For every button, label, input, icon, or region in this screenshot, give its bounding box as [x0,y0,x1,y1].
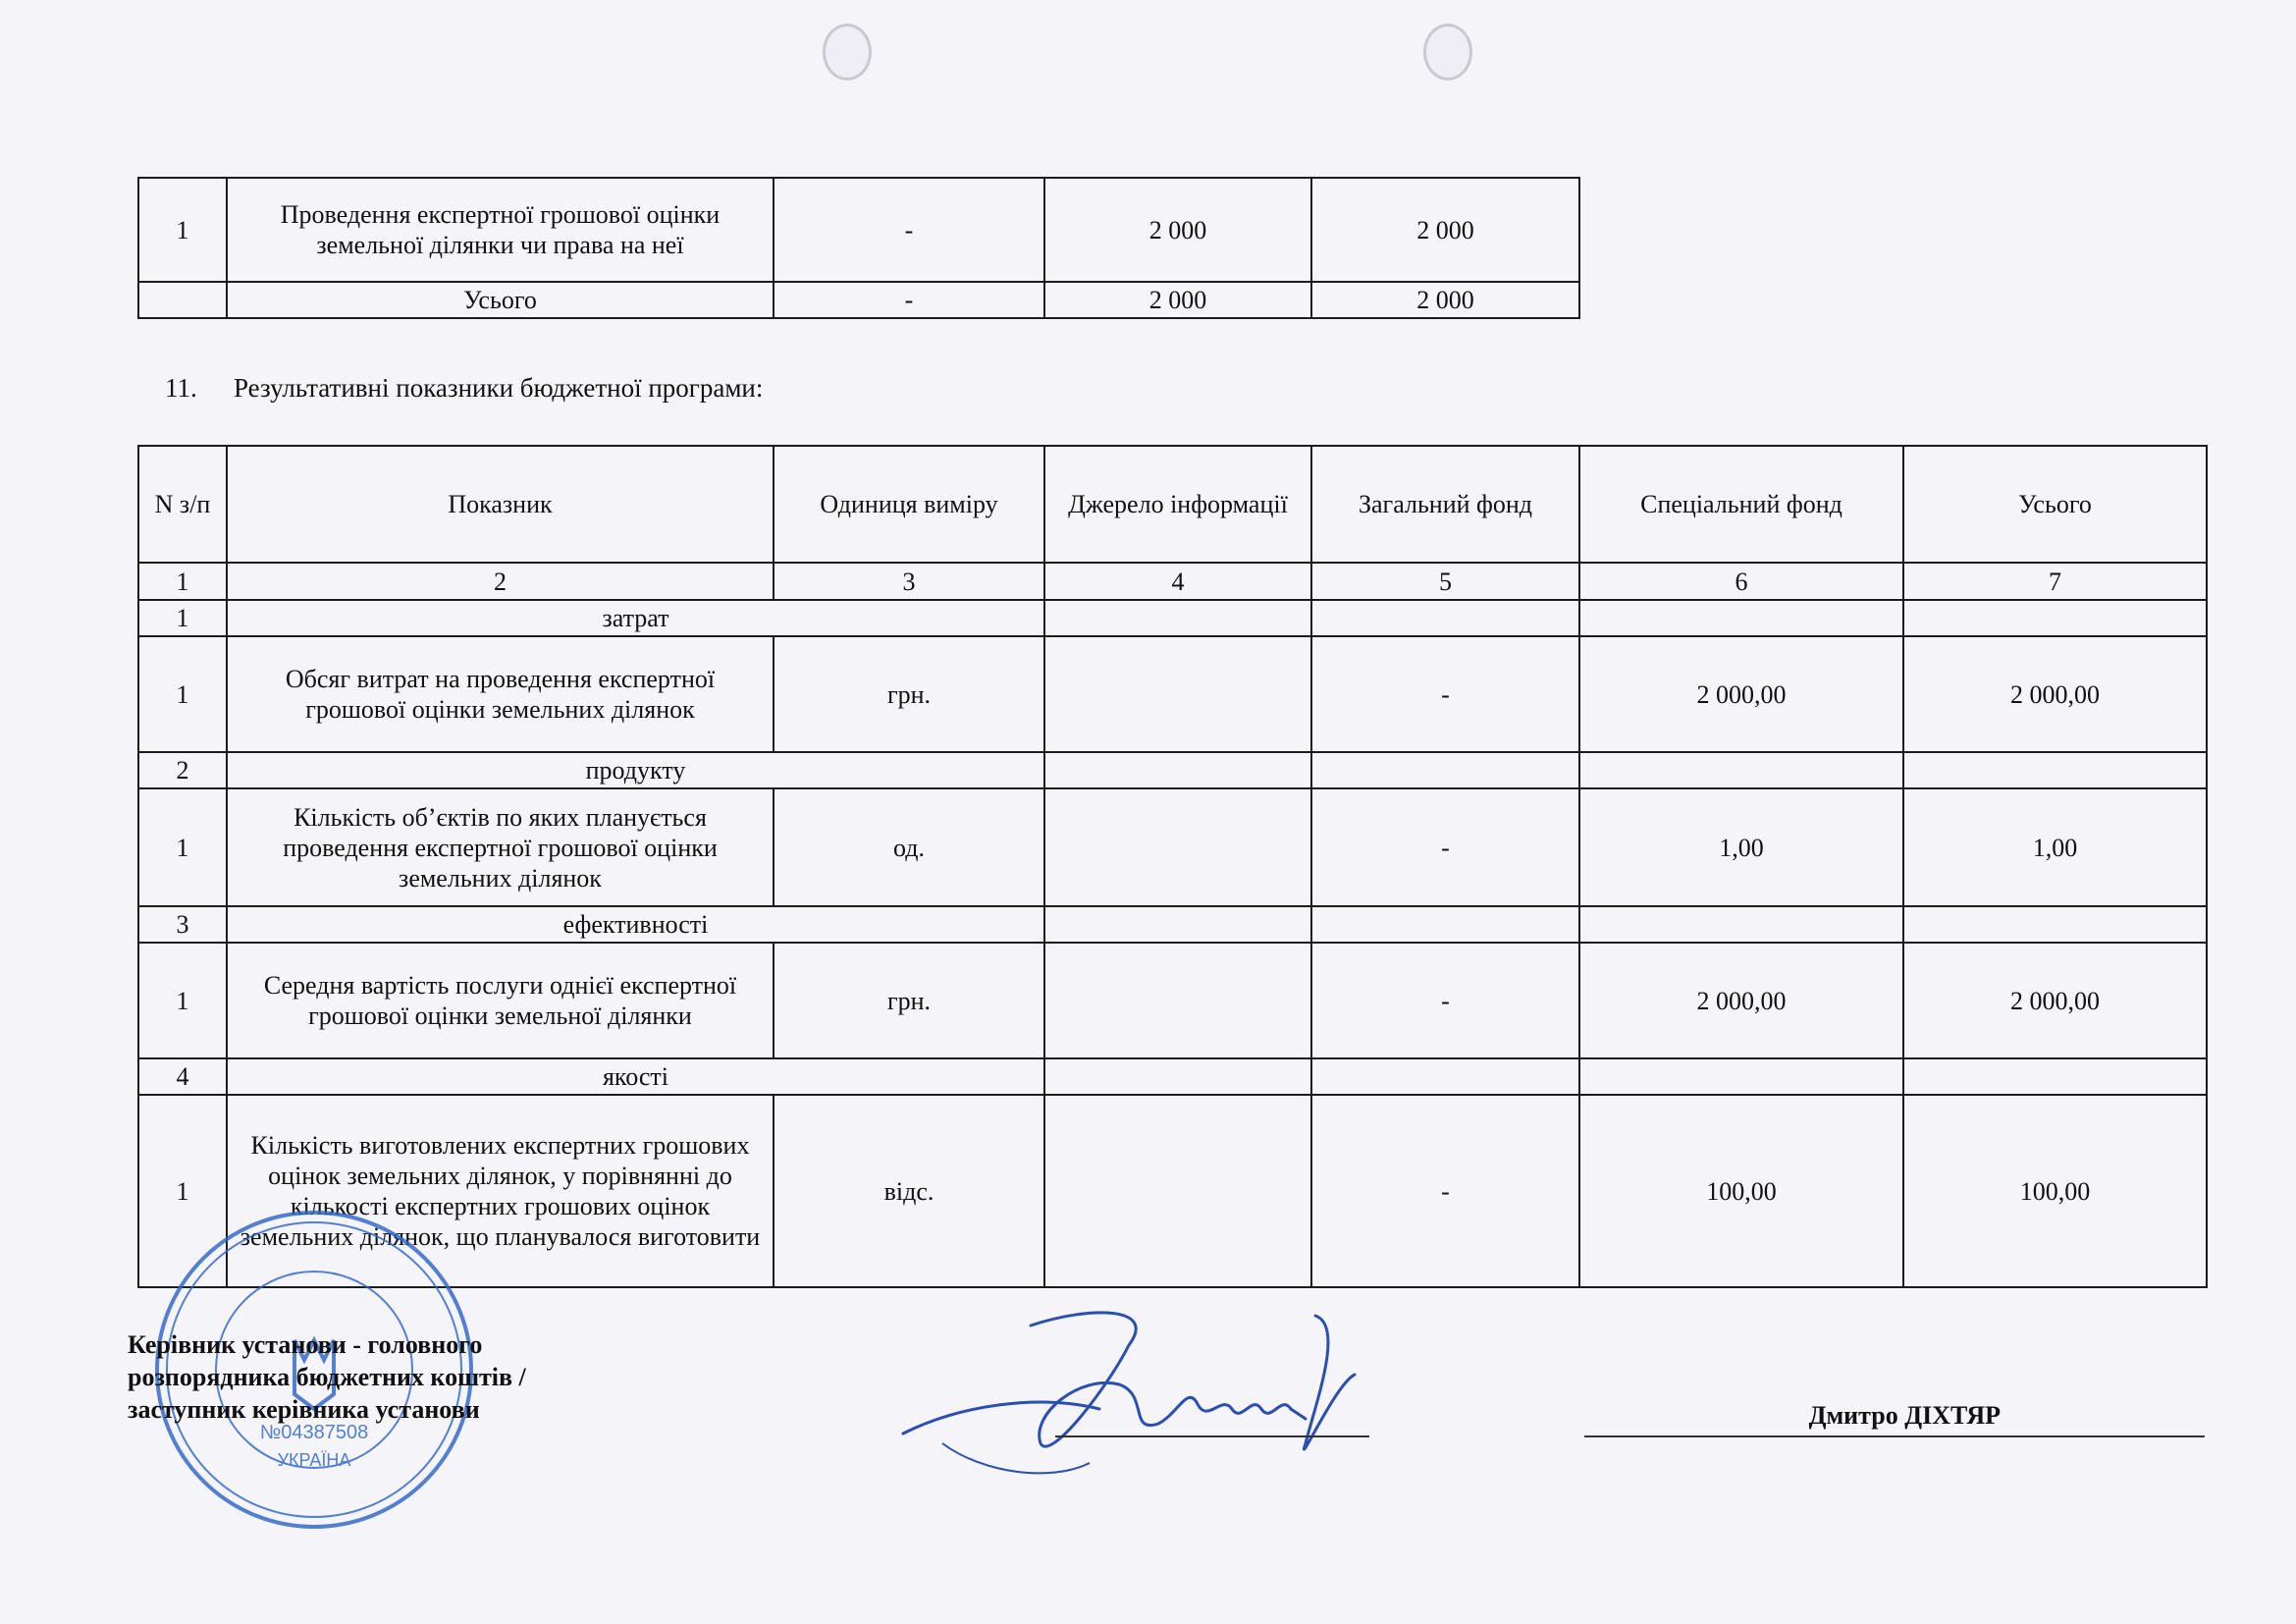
group-title: ефективності [227,906,1044,943]
header-cell: Джерело інформації [1044,446,1311,563]
indicator-unit: од. [774,788,1044,906]
table-row [138,178,1579,282]
performance-indicators-table [137,445,2208,1288]
empty-cell [1903,906,2207,943]
empty-cell [1311,1058,1579,1095]
signature-line [1055,1435,1369,1437]
indicator-name: Середня вартість послуги однієї експертної грошової оцінки земельної ділянки [227,943,774,1058]
group-row [138,1058,2207,1095]
section-heading [165,373,763,404]
empty-cell [1311,906,1579,943]
column-number-row [138,563,2207,600]
total-value: 2 000 [1311,178,1579,282]
header-row [138,446,2207,563]
empty-cell [1579,1058,1903,1095]
general-fund-value: - [1311,1095,1579,1287]
indicator-row [138,943,2207,1058]
empty-cell [1044,1058,1311,1095]
indicator-number: 1 [138,943,227,1058]
expenditure-table [137,177,1580,319]
total-value: 2 000,00 [1903,943,2207,1058]
group-number: 1 [138,600,227,636]
column-number: 6 [1579,563,1903,600]
punch-hole [823,24,872,81]
indicator-source [1044,636,1311,752]
group-row [138,906,2207,943]
total-value: 2 000,00 [1903,636,2207,752]
total-row [138,282,1579,318]
group-title: якості [227,1058,1044,1095]
indicator-row [138,636,2207,752]
indicator-unit: відс. [774,1095,1044,1287]
empty-cell [1311,600,1579,636]
indicator-source [1044,1095,1311,1287]
indicator-name: Обсяг витрат на проведення експертної грошової оцінки земельних ділянок [227,636,774,752]
stamp-country: УКРАЇНА [277,1450,351,1470]
group-row [138,600,2207,636]
name-line [1584,1435,2205,1437]
column-number: 4 [1044,563,1311,600]
special-fund-value: 2 000,00 [1579,943,1903,1058]
group-number: 3 [138,906,227,943]
group-title: затрат [227,600,1044,636]
general-fund-value: - [1311,636,1579,752]
signer-title: Керівник установи - головного розпорядника бюджетних коштів / заступник керівника установи [128,1330,526,1424]
empty-cell [1044,600,1311,636]
empty-cell [1579,600,1903,636]
indicator-row [138,788,2207,906]
section-title: Результативні показники бюджетної програми: [234,373,764,403]
row-number [138,282,227,318]
group-title: продукту [227,752,1044,788]
column-number: 5 [1311,563,1579,600]
row-name: Проведення експертної грошової оцінки земельної ділянки чи права на неї [227,178,774,282]
header-cell: Показник [227,446,774,563]
indicator-name: Кількість об’єктів по яких планується проведення експертної грошової оцінки земельних ділянок [227,788,774,906]
general-fund-value: - [774,282,1044,318]
indicator-name: Кількість виготовлених експертних грошових оцінок земельних ділянок, у порівнянні до кількості експертних грошових оцінок земельних ділянок, що планувалося виготовити [227,1095,774,1287]
signer-name: Дмитро ДІХТЯР [1808,1401,2001,1430]
total-value: 100,00 [1903,1095,2207,1287]
indicator-source [1044,943,1311,1058]
indicator-source [1044,788,1311,906]
header-cell: N з/п [138,446,227,563]
column-number: 3 [774,563,1044,600]
indicator-number: 1 [138,636,227,752]
indicator-unit: грн. [774,943,1044,1058]
handwritten-signature [883,1286,1394,1492]
header-cell: Спеціальний фонд [1579,446,1903,563]
empty-cell [1579,752,1903,788]
section-number: 11. [165,373,197,403]
stamp-code: №04387508 [259,1422,369,1443]
special-fund-value: 2 000 [1044,282,1311,318]
special-fund-value: 2 000 [1044,178,1311,282]
indicator-unit: грн. [774,636,1044,752]
empty-cell [1044,906,1311,943]
row-number: 1 [138,178,227,282]
special-fund-value: 2 000,00 [1579,636,1903,752]
special-fund-value: 1,00 [1579,788,1903,906]
general-fund-value: - [1311,788,1579,906]
column-number: 2 [227,563,774,600]
header-cell: Усього [1903,446,2207,563]
punch-hole [1423,24,1472,81]
empty-cell [1903,752,2207,788]
column-number: 7 [1903,563,2207,600]
column-number: 1 [138,563,227,600]
general-fund-value: - [774,178,1044,282]
group-number: 4 [138,1058,227,1095]
empty-cell [1311,752,1579,788]
empty-cell [1579,906,1903,943]
total-value: 1,00 [1903,788,2207,906]
indicator-number: 1 [138,788,227,906]
general-fund-value: - [1311,943,1579,1058]
empty-cell [1903,1058,2207,1095]
empty-cell [1903,600,2207,636]
header-cell: Одиниця виміру [774,446,1044,563]
special-fund-value: 100,00 [1579,1095,1903,1287]
indicator-number: 1 [138,1095,227,1287]
row-name: Усього [227,282,774,318]
header-cell: Загальний фонд [1311,446,1579,563]
group-number: 2 [138,752,227,788]
total-value: 2 000 [1311,282,1579,318]
empty-cell [1044,752,1311,788]
group-row [138,752,2207,788]
